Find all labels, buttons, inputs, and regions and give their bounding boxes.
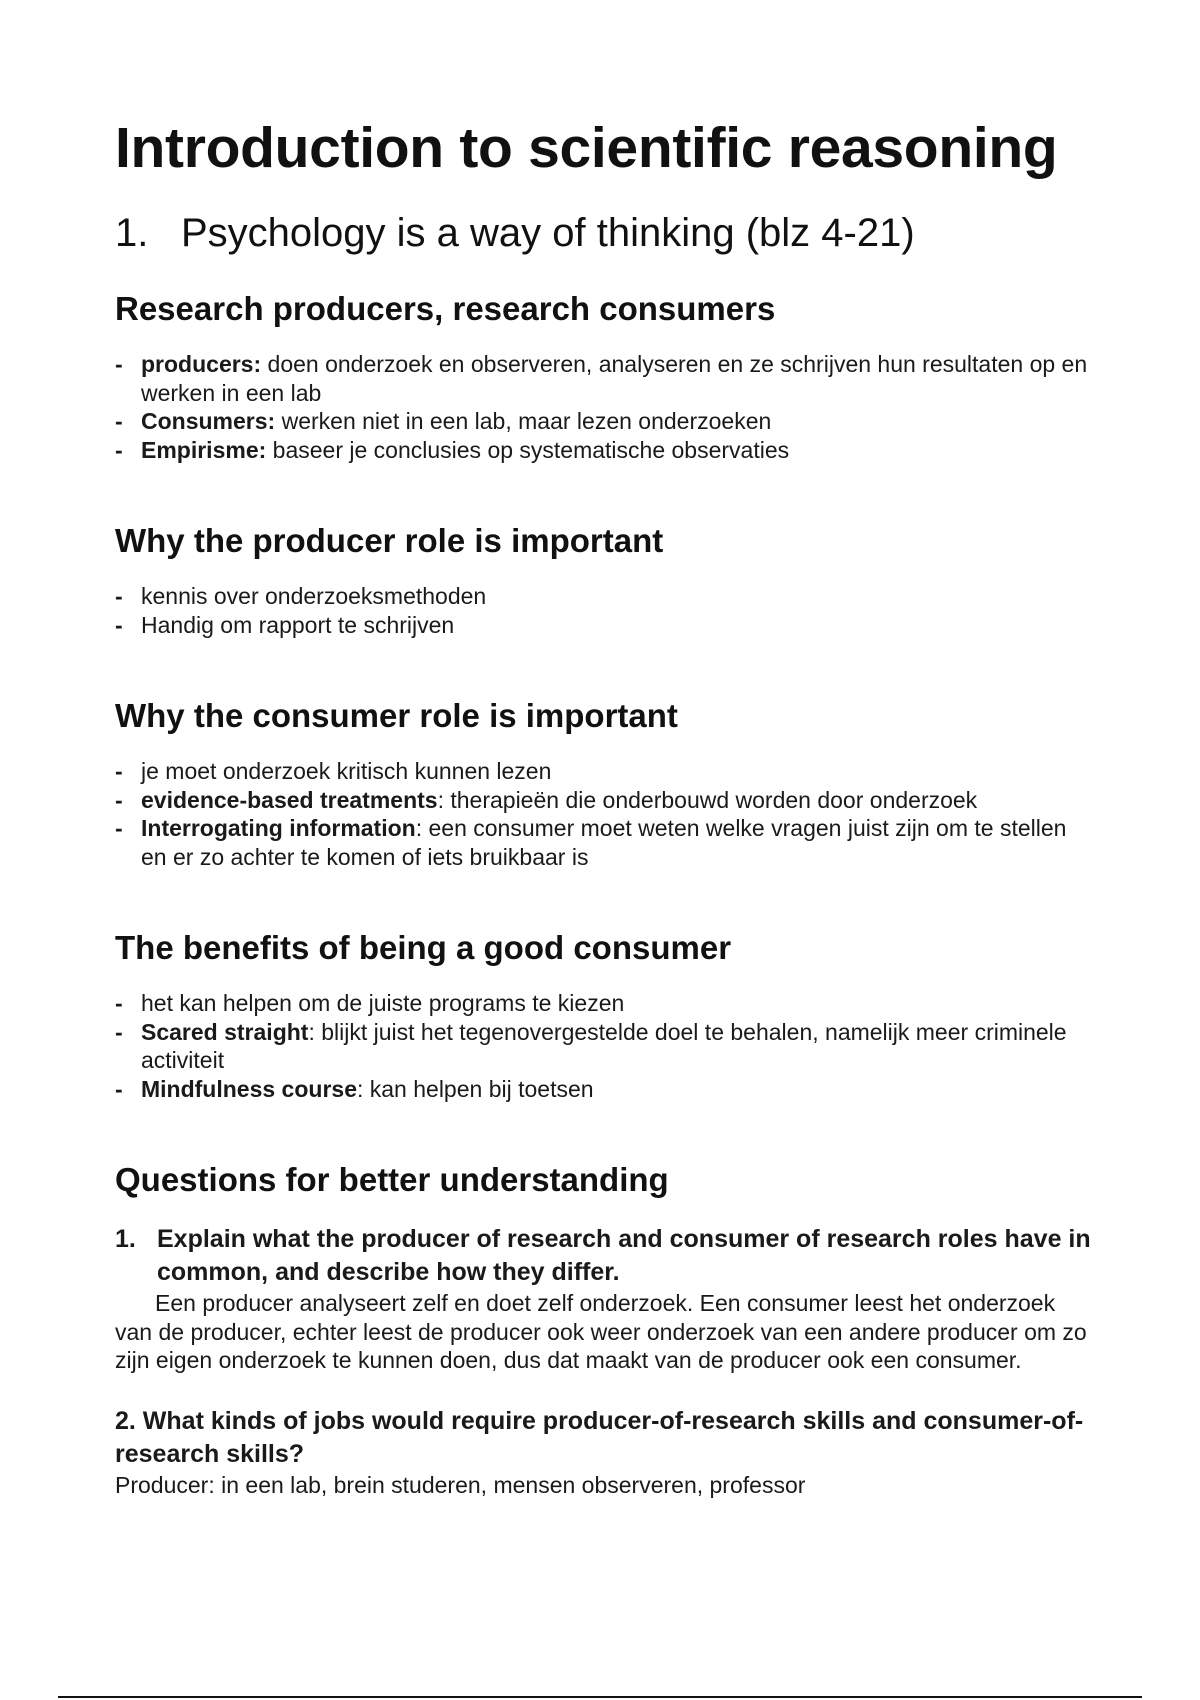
list-item — [115, 1018, 1095, 1075]
definition: : kan helpen bij toetsen — [356, 1075, 594, 1102]
section-research-roles — [115, 288, 1095, 464]
list-item — [115, 436, 1095, 465]
list-item — [115, 786, 1095, 815]
section-questions — [115, 1159, 1095, 1499]
term: Mindfulness course — [141, 1075, 357, 1102]
chapter-heading — [115, 206, 1095, 260]
section-consumer-role — [115, 695, 1095, 871]
list-item — [115, 407, 1095, 436]
bullet-list — [115, 757, 1095, 871]
question-text: Explain what the producer of research and consumer of research roles have in common, and describe how they differ. — [157, 1225, 1091, 1286]
term: producers: — [141, 351, 262, 377]
question-number: 1. — [115, 1225, 136, 1253]
section-good-consumer — [115, 927, 1095, 1103]
question-2: 2. What kinds of jobs would require producer-of-research skills and consumer-of-research skills? — [115, 1406, 1084, 1468]
section-producer-role — [115, 520, 1095, 639]
section-heading: Why the producer role is important — [115, 522, 664, 559]
definition: : een consumer moet weten welke vragen juist zijn om te stellen en er zo achter te komen of iets bruikbaar is — [141, 815, 1067, 870]
definition: doen onderzoek en observeren, analyseren en ze schrijven hun resultaten op en werken in een lab — [141, 351, 1088, 406]
chapter-number: 1. — [115, 211, 149, 255]
answer-2: Producer: in een lab, brein studeren, mensen observeren, professor — [115, 1471, 806, 1498]
term: Scared straight — [141, 1018, 309, 1045]
question-1 — [115, 1223, 1095, 1289]
term: Empirisme: — [141, 436, 267, 463]
list-item: - je moet onderzoek kritisch kunnen lezen — [115, 757, 1095, 786]
chapter-title: Psychology is a way of thinking (blz 4-21) — [181, 211, 915, 255]
answer-1: Een producer analyseert zelf en doet zelf onderzoek. Een consumer leest het onderzoek van de producer, echter leest de producer ook weer onderzoek van een andere producer om zo zijn eigen onderzoek te kunnen doen, dus dat maakt van de producer ook een consumer. — [115, 1290, 1087, 1373]
bullet-list — [115, 989, 1095, 1103]
section-heading: The benefits of being a good consumer — [115, 929, 732, 966]
section-heading: Research producers, research consumers — [115, 290, 776, 327]
list-item — [115, 350, 1095, 407]
definition: werken niet in een lab, maar lezen onderzoeken — [275, 408, 772, 434]
list-item — [115, 1075, 1095, 1104]
list-item — [115, 814, 1095, 871]
document-title: Introduction to scientific reasoning — [115, 116, 1058, 180]
list-item: - kennis over onderzoeksmethoden — [115, 582, 1095, 611]
definition: : blijkt juist het tegenovergestelde doel te behalen, namelijk meer criminele activiteit — [141, 1018, 1067, 1073]
document-content — [115, 110, 1095, 1499]
term: Consumers: — [141, 408, 276, 434]
page-divider — [58, 1696, 1142, 1698]
definition: baseer je conclusies op systematische observaties — [266, 436, 790, 463]
list-item: - het kan helpen om de juiste programs te kiezen — [115, 989, 1095, 1018]
term: Interrogating information — [141, 815, 416, 841]
term: evidence-based treatments — [141, 786, 438, 813]
section-heading: Questions for better understanding — [115, 1161, 669, 1198]
list-item: - Handig om rapport te schrijven — [115, 611, 1095, 640]
definition: : therapieën die onderbouwd worden door onderzoek — [437, 786, 978, 813]
bullet-list — [115, 350, 1095, 464]
section-heading: Why the consumer role is important — [115, 697, 678, 734]
bullet-list — [115, 582, 1095, 639]
